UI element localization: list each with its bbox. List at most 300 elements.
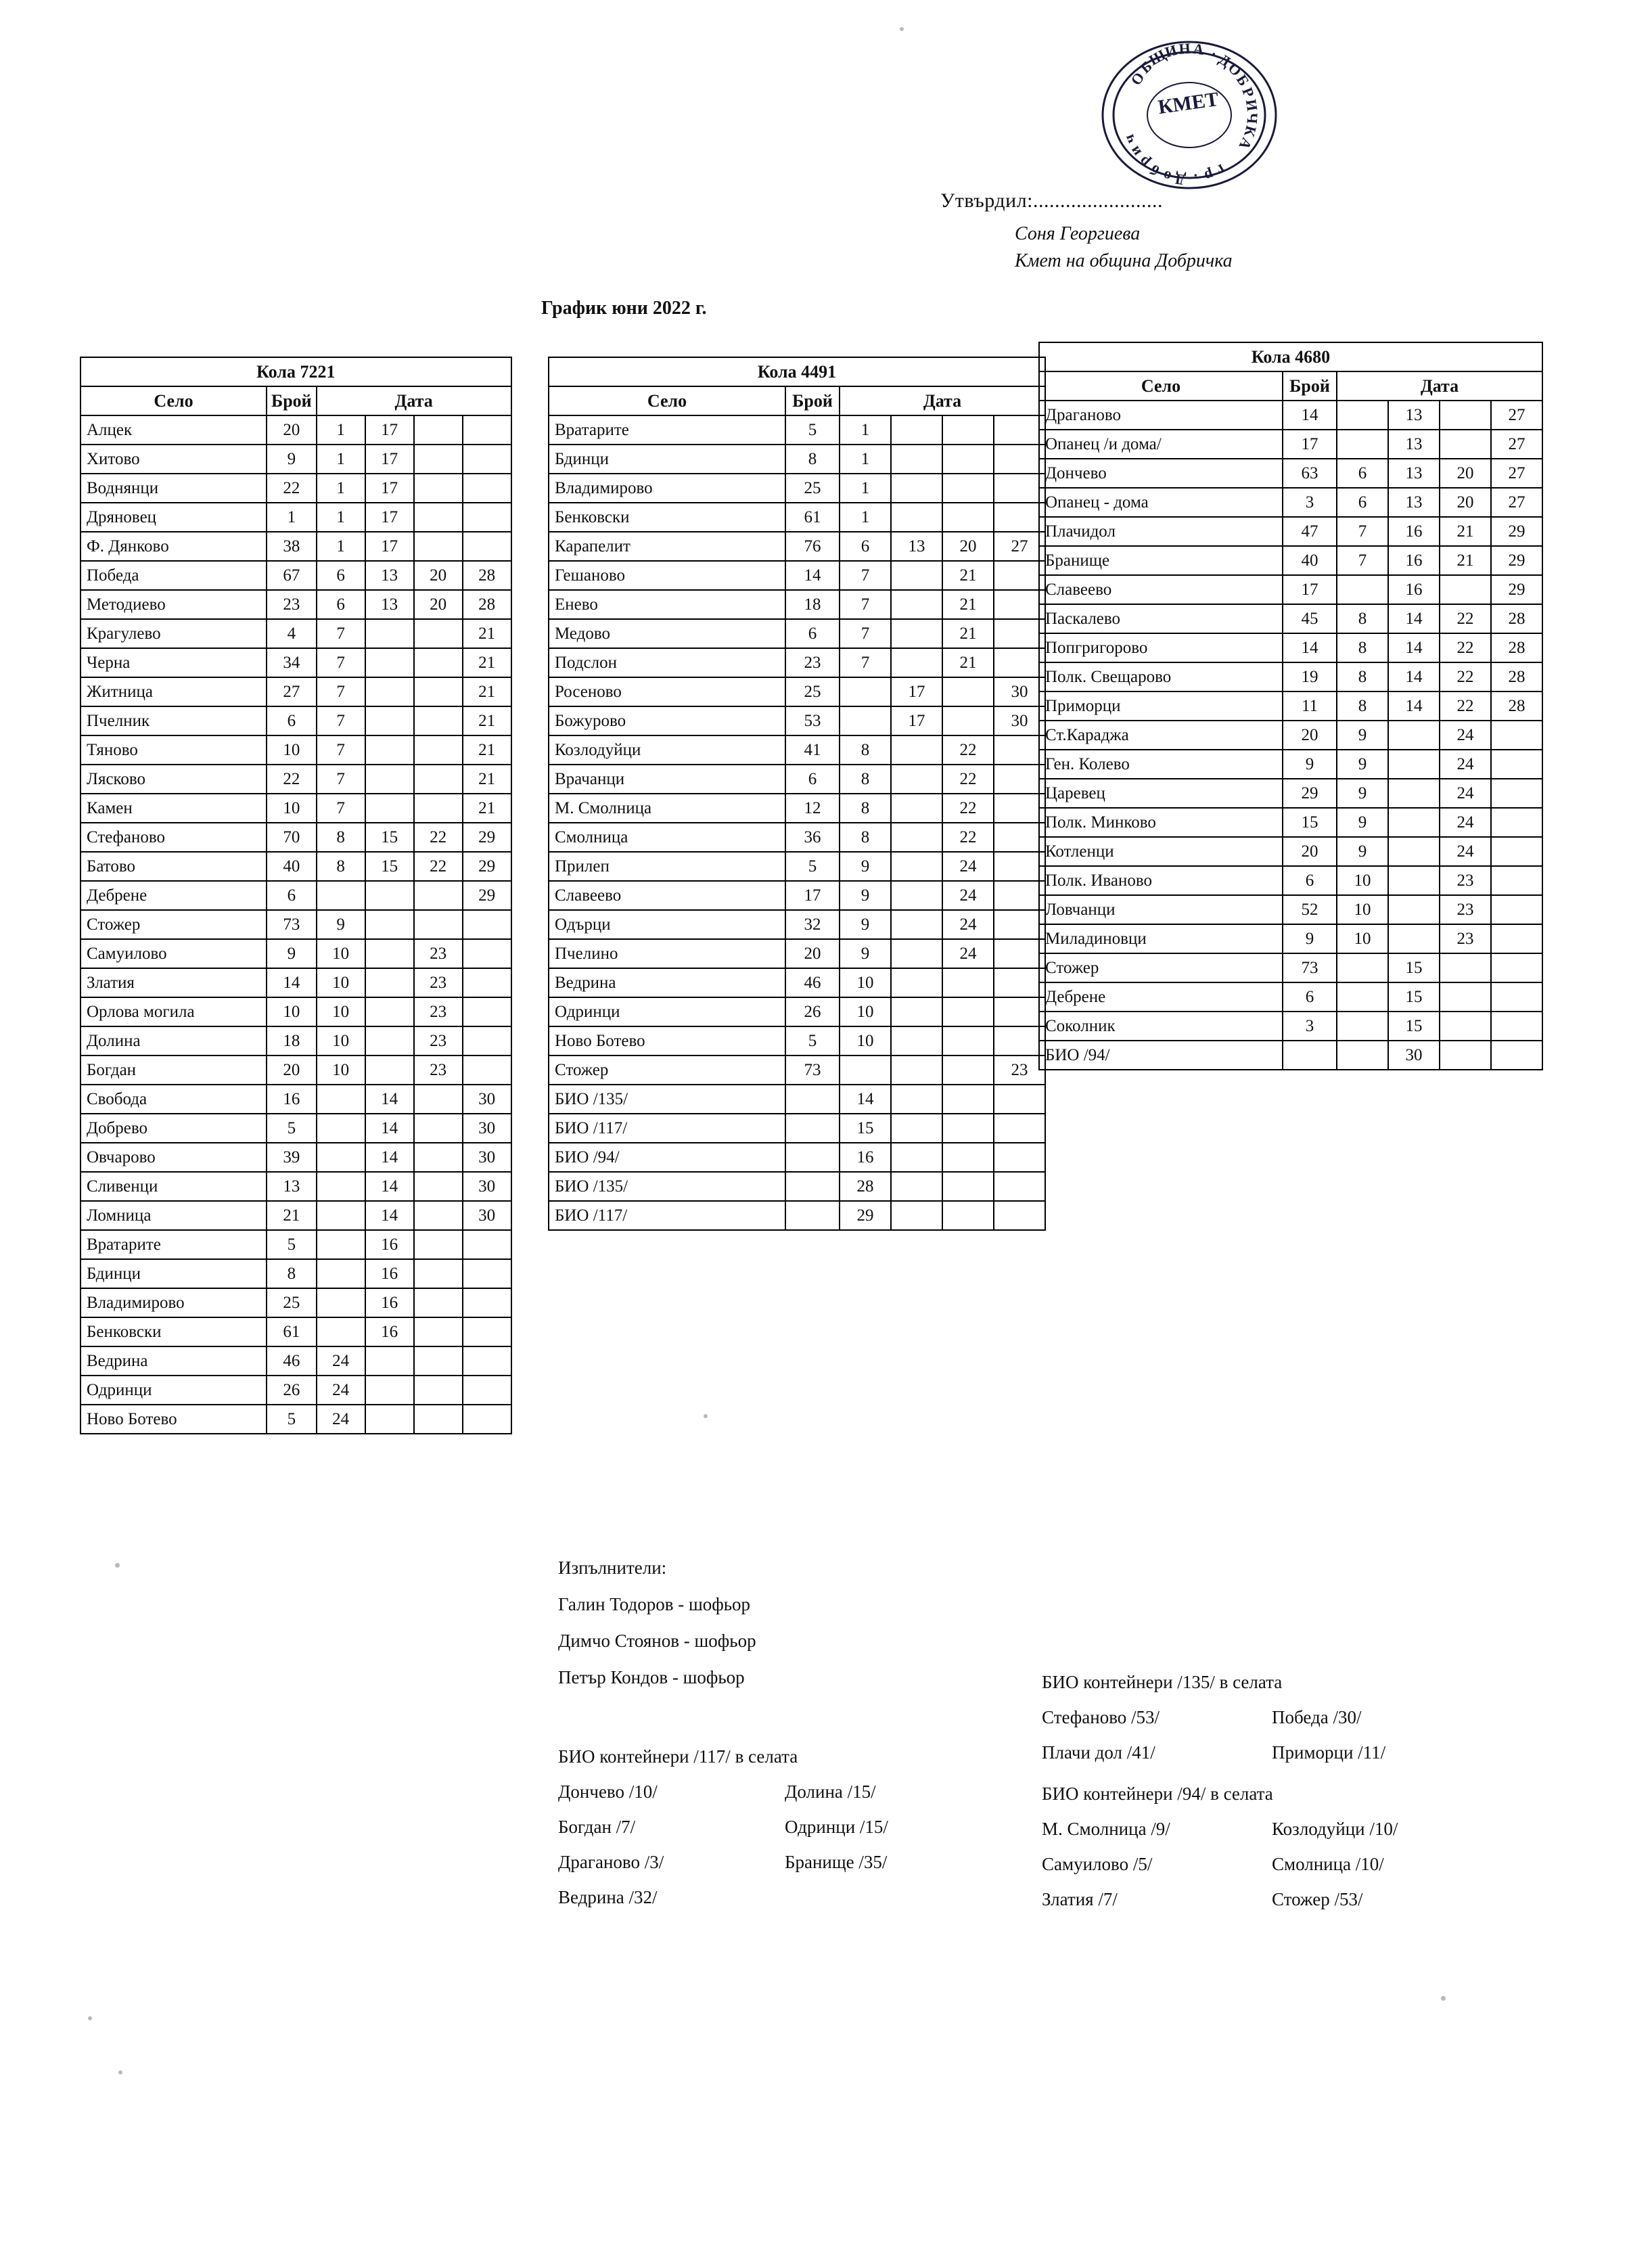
cell-date: 10 xyxy=(840,997,891,1026)
table-row xyxy=(549,474,1045,503)
cell-date xyxy=(891,852,942,881)
cell-date: 8 xyxy=(1337,691,1388,721)
table-row xyxy=(549,1143,1045,1172)
table-row xyxy=(549,415,1045,445)
cell-date: 24 xyxy=(942,910,994,939)
cell-date xyxy=(365,735,414,765)
table-row xyxy=(81,590,511,619)
cell-village: Одринци xyxy=(549,997,785,1026)
cell-date: 9 xyxy=(840,852,891,881)
cell-date: 7 xyxy=(840,561,891,590)
cell-village: Дебрене xyxy=(81,881,267,910)
cell-date xyxy=(463,1376,511,1405)
cell-count: 18 xyxy=(267,1026,317,1056)
cell-village: Котленци xyxy=(1039,837,1283,866)
cell-date xyxy=(1337,1041,1388,1070)
table-row xyxy=(549,1114,1045,1143)
cell-village: Гешаново xyxy=(549,561,785,590)
cell-date: 15 xyxy=(1388,953,1440,982)
schedule-table-7221 xyxy=(80,357,512,1434)
table-row xyxy=(549,677,1045,706)
cell-date: 24 xyxy=(1440,808,1491,837)
official-stamp-icon xyxy=(1088,34,1291,196)
cell-count: 19 xyxy=(1283,662,1337,691)
cell-date: 7 xyxy=(317,619,365,648)
cell-date: 24 xyxy=(942,881,994,910)
cell-date xyxy=(1440,982,1491,1012)
cell-count: 38 xyxy=(267,532,317,561)
table-row xyxy=(81,677,511,706)
cell-date: 14 xyxy=(840,1085,891,1114)
table-row xyxy=(81,1201,511,1230)
cell-date: 17 xyxy=(365,474,414,503)
cell-date xyxy=(463,1056,511,1085)
table-row xyxy=(81,1405,511,1434)
svg-text:И: И xyxy=(1242,97,1262,112)
cell-date xyxy=(414,532,463,561)
table-row xyxy=(81,910,511,939)
cell-date: 17 xyxy=(891,677,942,706)
cell-date: 24 xyxy=(1440,721,1491,750)
cell-date xyxy=(365,1056,414,1085)
cell-count: 8 xyxy=(267,1259,317,1288)
cell-date xyxy=(1388,866,1440,895)
cell-date: 24 xyxy=(317,1405,365,1434)
cell-date xyxy=(463,1405,511,1434)
cell-date xyxy=(317,1288,365,1317)
cell-village: Черна xyxy=(81,648,267,677)
svg-text:К: К xyxy=(1241,124,1260,139)
cell-date: 7 xyxy=(317,794,365,823)
bio-94-item: Смолница /10/ xyxy=(1272,1854,1384,1874)
cell-date xyxy=(1491,779,1542,808)
cell-date xyxy=(317,1143,365,1172)
cell-date: 7 xyxy=(317,677,365,706)
cell-date xyxy=(1388,779,1440,808)
cell-count: 70 xyxy=(267,823,317,852)
cell-village: Златия xyxy=(81,968,267,997)
cell-date xyxy=(891,590,942,619)
cell-count: 8 xyxy=(785,445,840,474)
cell-village: Орлова могила xyxy=(81,997,267,1026)
cell-date: 27 xyxy=(1491,488,1542,517)
cell-date: 1 xyxy=(317,532,365,561)
table-row xyxy=(549,445,1045,474)
svg-text:О: О xyxy=(1127,69,1148,89)
cell-date xyxy=(891,648,942,677)
cell-date xyxy=(1491,1041,1542,1070)
cell-date: 13 xyxy=(1388,459,1440,488)
cell-date xyxy=(994,1201,1045,1230)
cell-date xyxy=(365,794,414,823)
cell-date xyxy=(942,997,994,1026)
cell-date xyxy=(365,648,414,677)
cell-date: 17 xyxy=(365,532,414,561)
table-column-header xyxy=(549,386,1045,415)
bio-135-item: Приморци /11/ xyxy=(1272,1742,1386,1763)
cell-date xyxy=(1440,575,1491,604)
bio-117-item: Дончево /10/ xyxy=(558,1781,658,1802)
bio-94-item: Стожер /53/ xyxy=(1272,1889,1363,1909)
cell-date: 21 xyxy=(1440,517,1491,546)
cell-count: 4 xyxy=(267,619,317,648)
cell-date: 23 xyxy=(414,1026,463,1056)
cell-village: Ловчанци xyxy=(1039,895,1283,924)
table-column-header xyxy=(81,386,511,415)
cell-village: Алцек xyxy=(81,415,267,445)
table-row xyxy=(1039,866,1542,895)
svg-text:Б: Б xyxy=(1233,71,1253,89)
cell-count xyxy=(785,1143,840,1172)
cell-count: 39 xyxy=(267,1143,317,1172)
table-row xyxy=(81,648,511,677)
svg-text:и: и xyxy=(1126,143,1145,160)
cell-count: 20 xyxy=(267,415,317,445)
table-row xyxy=(1039,517,1542,546)
cell-date xyxy=(414,1317,463,1346)
svg-text:А: А xyxy=(1235,135,1256,153)
cell-date xyxy=(994,794,1045,823)
cell-date xyxy=(365,939,414,968)
cell-village: Батово xyxy=(81,852,267,881)
cell-village: Бранище xyxy=(1039,546,1283,575)
cell-date xyxy=(942,1172,994,1201)
cell-village: БИО /94/ xyxy=(1039,1041,1283,1070)
cell-date xyxy=(414,881,463,910)
cell-date: 14 xyxy=(365,1085,414,1114)
cell-date: 23 xyxy=(1440,924,1491,953)
cell-date xyxy=(942,1201,994,1230)
table-row xyxy=(549,590,1045,619)
cell-date: 15 xyxy=(1388,982,1440,1012)
cell-village: Смолница xyxy=(549,823,785,852)
cell-village: Дончево xyxy=(1039,459,1283,488)
table-row xyxy=(549,532,1045,561)
cell-date xyxy=(414,1230,463,1259)
cell-village: Бенковски xyxy=(81,1317,267,1346)
cell-date xyxy=(365,1376,414,1405)
cell-date: 8 xyxy=(1337,662,1388,691)
cell-village: Стожер xyxy=(1039,953,1283,982)
cell-date: 30 xyxy=(994,706,1045,735)
cell-date: 21 xyxy=(463,648,511,677)
table-row xyxy=(81,532,511,561)
cell-count: 27 xyxy=(267,677,317,706)
cell-date: 30 xyxy=(463,1085,511,1114)
bio-117-item: Драганово /3/ xyxy=(558,1852,664,1872)
cell-village: Самуилово xyxy=(81,939,267,968)
cell-village: Енево xyxy=(549,590,785,619)
cell-count: 3 xyxy=(1283,488,1337,517)
cell-date: 21 xyxy=(463,677,511,706)
cell-date: 24 xyxy=(942,939,994,968)
cell-count: 23 xyxy=(785,648,840,677)
cell-date: 21 xyxy=(463,619,511,648)
cell-date: 16 xyxy=(365,1288,414,1317)
cell-date: 10 xyxy=(1337,924,1388,953)
cell-village: БИО /135/ xyxy=(549,1085,785,1114)
cell-count: 73 xyxy=(785,1056,840,1085)
cell-date xyxy=(994,881,1045,910)
cell-date xyxy=(994,619,1045,648)
cell-count: 3 xyxy=(1283,1012,1337,1041)
cell-date xyxy=(1440,430,1491,459)
svg-text:ч: ч xyxy=(1120,132,1139,147)
cell-date xyxy=(414,503,463,532)
cell-count: 29 xyxy=(1283,779,1337,808)
cell-count: 6 xyxy=(785,765,840,794)
cell-date: 20 xyxy=(414,590,463,619)
cell-count: 6 xyxy=(1283,982,1337,1012)
cell-date xyxy=(365,619,414,648)
cell-date xyxy=(1491,808,1542,837)
table-row xyxy=(81,619,511,648)
cell-count: 34 xyxy=(267,648,317,677)
cell-date: 23 xyxy=(994,1056,1045,1085)
table-row xyxy=(1039,430,1542,459)
table-row xyxy=(1039,924,1542,953)
cell-date xyxy=(942,1085,994,1114)
cell-date xyxy=(994,765,1045,794)
table-row xyxy=(549,1172,1045,1201)
cell-date: 10 xyxy=(317,939,365,968)
cell-date xyxy=(317,1172,365,1201)
group-label: Кола 4491 xyxy=(549,357,1045,386)
page-title: График юни 2022 г. xyxy=(541,298,707,319)
cell-date: 22 xyxy=(1440,604,1491,633)
svg-text:А: А xyxy=(1192,39,1206,58)
cell-date: 6 xyxy=(1337,459,1388,488)
bio-135-item: Стефаново /53/ xyxy=(1042,1707,1160,1727)
cell-date: 7 xyxy=(317,706,365,735)
cell-date xyxy=(840,677,891,706)
cell-date: 13 xyxy=(365,590,414,619)
cell-village: Стожер xyxy=(81,910,267,939)
cell-date: 21 xyxy=(942,561,994,590)
cell-date xyxy=(994,852,1045,881)
cell-date xyxy=(1491,750,1542,779)
cell-date: 9 xyxy=(1337,837,1388,866)
table-row xyxy=(81,1376,511,1405)
cell-date xyxy=(891,561,942,590)
cell-village: Овчарово xyxy=(81,1143,267,1172)
cell-date xyxy=(1491,982,1542,1012)
cell-count: 1 xyxy=(267,503,317,532)
cell-date xyxy=(365,1405,414,1434)
cell-date xyxy=(840,706,891,735)
cell-date: 30 xyxy=(463,1172,511,1201)
cell-village: Ген. Колево xyxy=(1039,750,1283,779)
cell-date xyxy=(891,1026,942,1056)
cell-count: 67 xyxy=(267,561,317,590)
cell-date xyxy=(1491,866,1542,895)
table-group-header xyxy=(549,357,1045,386)
cell-count: 73 xyxy=(1283,953,1337,982)
cell-date: 8 xyxy=(1337,633,1388,662)
cell-date xyxy=(891,765,942,794)
cell-date: 1 xyxy=(317,474,365,503)
approval-block xyxy=(940,189,1414,272)
cell-village: Вратарите xyxy=(81,1230,267,1259)
svg-text:·: · xyxy=(1208,45,1220,63)
cell-village: Полк. Иваново xyxy=(1039,866,1283,895)
cell-date: 14 xyxy=(365,1201,414,1230)
cell-count: 16 xyxy=(267,1085,317,1114)
cell-date: 21 xyxy=(942,619,994,648)
cell-count: 40 xyxy=(267,852,317,881)
cell-date: 21 xyxy=(1440,546,1491,575)
cell-date xyxy=(414,474,463,503)
table-row xyxy=(1039,953,1542,982)
cell-date xyxy=(317,1230,365,1259)
cell-count: 22 xyxy=(267,765,317,794)
cell-count: 26 xyxy=(267,1376,317,1405)
cell-count: 14 xyxy=(1283,633,1337,662)
cell-count: 5 xyxy=(785,852,840,881)
cell-date: 29 xyxy=(463,823,511,852)
cell-village: БИО /135/ xyxy=(549,1172,785,1201)
cell-date: 1 xyxy=(317,415,365,445)
cell-date: 30 xyxy=(1388,1041,1440,1070)
cell-village: Камен xyxy=(81,794,267,823)
cell-date: 13 xyxy=(365,561,414,590)
bio-135-block xyxy=(1042,1664,1385,1770)
table-row xyxy=(549,881,1045,910)
cell-date: 8 xyxy=(317,823,365,852)
cell-date xyxy=(317,1259,365,1288)
approver-role: Кмет на община Добричка xyxy=(1015,250,1233,271)
cell-count: 14 xyxy=(785,561,840,590)
cell-date xyxy=(1491,721,1542,750)
cell-date: 8 xyxy=(840,735,891,765)
cell-count: 36 xyxy=(785,823,840,852)
cell-count: 41 xyxy=(785,735,840,765)
cell-date xyxy=(463,415,511,445)
cell-date xyxy=(942,1114,994,1143)
cell-count: 9 xyxy=(1283,924,1337,953)
bio-94-item: Козлодуйци /10/ xyxy=(1272,1819,1398,1839)
cell-date: 7 xyxy=(317,735,365,765)
cell-date xyxy=(994,1172,1045,1201)
table-row xyxy=(81,735,511,765)
cell-village: Добрево xyxy=(81,1114,267,1143)
cell-date xyxy=(365,968,414,997)
table-row xyxy=(81,1317,511,1346)
table-row xyxy=(1039,721,1542,750)
cell-date xyxy=(1337,401,1388,430)
cell-count: 73 xyxy=(267,910,317,939)
cell-date xyxy=(1337,953,1388,982)
cell-village: Ф. Дянково xyxy=(81,532,267,561)
cell-village: Ново Ботево xyxy=(549,1026,785,1056)
table-row xyxy=(1039,895,1542,924)
cell-date: 10 xyxy=(1337,895,1388,924)
cell-village: Долина xyxy=(81,1026,267,1056)
cell-count: 15 xyxy=(1283,808,1337,837)
table-row xyxy=(81,968,511,997)
cell-date: 21 xyxy=(942,590,994,619)
cell-date: 16 xyxy=(1388,575,1440,604)
cell-date xyxy=(463,503,511,532)
cell-count xyxy=(785,1201,840,1230)
cell-date: 10 xyxy=(1337,866,1388,895)
cell-date: 28 xyxy=(1491,604,1542,633)
cell-count: 20 xyxy=(1283,837,1337,866)
cell-village: Ведрина xyxy=(81,1346,267,1376)
table-row xyxy=(81,765,511,794)
cell-date xyxy=(994,1085,1045,1114)
cell-date xyxy=(414,1376,463,1405)
cell-date xyxy=(317,1085,365,1114)
cell-village: Ст.Караджа xyxy=(1039,721,1283,750)
cell-date xyxy=(891,503,942,532)
cell-village: Пчелник xyxy=(81,706,267,735)
cell-date: 9 xyxy=(840,939,891,968)
cell-date xyxy=(365,765,414,794)
cell-date xyxy=(317,881,365,910)
table-row xyxy=(81,1288,511,1317)
table-row xyxy=(1039,401,1542,430)
cell-date xyxy=(414,619,463,648)
cell-date: 22 xyxy=(414,852,463,881)
cell-date: 22 xyxy=(1440,662,1491,691)
cell-date xyxy=(1491,924,1542,953)
column-header-dates: Дата xyxy=(1337,371,1542,401)
cell-date: 29 xyxy=(840,1201,891,1230)
table-row xyxy=(549,735,1045,765)
cell-date: 30 xyxy=(463,1201,511,1230)
cell-date: 9 xyxy=(1337,779,1388,808)
schedule-table-4680 xyxy=(1038,342,1543,1070)
cell-count: 9 xyxy=(267,445,317,474)
svg-text:г: г xyxy=(1214,160,1229,179)
cell-date: 10 xyxy=(317,1026,365,1056)
cell-date: 28 xyxy=(1491,662,1542,691)
cell-date: 23 xyxy=(414,997,463,1026)
cell-date: 14 xyxy=(1388,633,1440,662)
cell-date: 13 xyxy=(1388,488,1440,517)
group-label: Кола 4680 xyxy=(1039,342,1542,371)
cell-date xyxy=(994,939,1045,968)
cell-date: 14 xyxy=(1388,691,1440,721)
cell-date xyxy=(414,677,463,706)
cell-village: Соколник xyxy=(1039,1012,1283,1041)
cell-village: Царевец xyxy=(1039,779,1283,808)
cell-date: 7 xyxy=(840,590,891,619)
cell-village: Подслон xyxy=(549,648,785,677)
cell-date xyxy=(1491,837,1542,866)
cell-village: Одърци xyxy=(549,910,785,939)
svg-text:КМЕТ: КМЕТ xyxy=(1156,87,1220,119)
table-row xyxy=(549,968,1045,997)
cell-date: 21 xyxy=(463,765,511,794)
cell-date: 22 xyxy=(942,735,994,765)
cell-date: 17 xyxy=(365,415,414,445)
cell-date: 10 xyxy=(840,968,891,997)
cell-count: 61 xyxy=(267,1317,317,1346)
cell-date: 21 xyxy=(463,794,511,823)
table-row xyxy=(1039,750,1542,779)
cell-date xyxy=(1337,575,1388,604)
cell-date xyxy=(891,910,942,939)
cell-date xyxy=(317,1114,365,1143)
column-header-dates: Дата xyxy=(317,386,511,415)
svg-text:р: р xyxy=(1202,166,1216,185)
cell-date: 16 xyxy=(840,1143,891,1172)
cell-village: Житница xyxy=(81,677,267,706)
cell-date xyxy=(994,997,1045,1026)
cell-count xyxy=(785,1172,840,1201)
